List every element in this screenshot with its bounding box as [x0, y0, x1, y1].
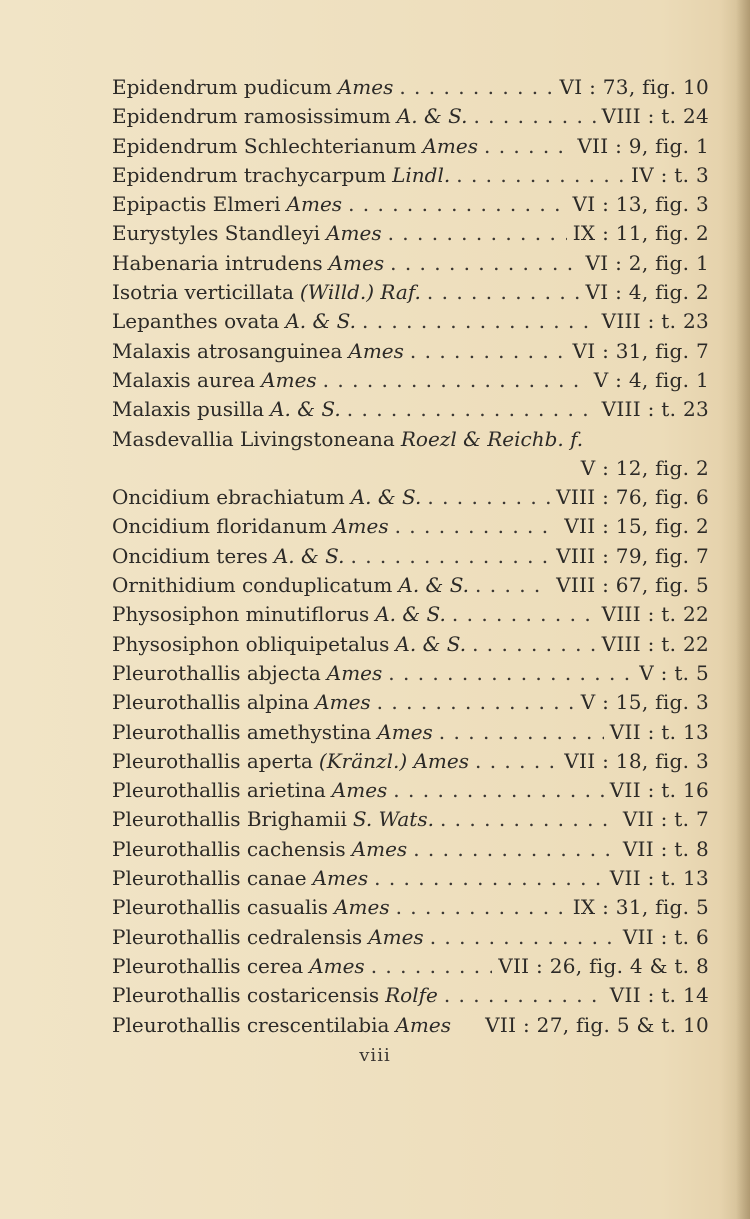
index-entry: [112, 102, 709, 131]
reference: VIII : 79, fig. 7: [556, 543, 709, 568]
leader-dots: [350, 542, 550, 571]
species-name: Malaxis atrosanguinea: [112, 338, 343, 363]
species-name: Malaxis aurea: [112, 367, 256, 392]
authority: Ames: [331, 778, 388, 803]
authority: (Kränzl.) Ames: [318, 748, 469, 773]
authority: A. & S.: [350, 485, 422, 510]
reference: VII : t. 13: [609, 719, 709, 744]
leader-dots: [444, 981, 604, 1010]
index-entry: [112, 512, 709, 541]
authority: Lindl.: [392, 162, 451, 187]
reference: V : 12, fig. 2: [580, 455, 709, 480]
species-name: Pleurothallis crescentilabia: [112, 1012, 390, 1037]
species-name: Pleurothallis Brighamii: [112, 807, 347, 832]
reference: V : 15, fig. 3: [580, 690, 709, 715]
index-entry: [112, 718, 709, 747]
index-entry: [112, 542, 709, 571]
index-entry: [112, 805, 709, 834]
reference: VI : 4, fig. 2: [585, 280, 709, 305]
leader-dots: [410, 337, 567, 366]
index-entry: [112, 893, 709, 922]
leader-dots: [484, 132, 571, 161]
leader-dots: [475, 571, 550, 600]
index-entry: [112, 1011, 709, 1040]
species-name: Masdevallia Livingstoneana: [112, 426, 395, 451]
authority: A. & S.: [285, 309, 356, 334]
reference: VI : 73, fig. 10: [559, 75, 709, 99]
reference: VII : t. 14: [609, 983, 709, 1008]
reference: VIII : t. 23: [601, 397, 709, 422]
reference: VIII : t. 22: [601, 631, 709, 656]
index-entry: [112, 249, 709, 278]
species-name: Habenaria intrudens: [112, 250, 323, 275]
leader-dots: [347, 395, 596, 424]
leader-dots: [393, 776, 604, 805]
reference: V : t. 5: [639, 660, 709, 685]
authority: A. & S.: [395, 631, 467, 656]
species-name: Oncidium ebrachiatum: [112, 485, 345, 510]
reference: VI : 13, fig. 3: [572, 192, 709, 217]
authority: Roezl & Reichb. f.: [400, 426, 584, 451]
authority: A. & S.: [396, 104, 468, 129]
leader-dots: [362, 307, 596, 336]
index-entry: [112, 571, 709, 600]
leader-dots: [452, 600, 596, 629]
leader-dots: [388, 659, 633, 688]
leader-dots: [456, 161, 625, 190]
reference: VII : 27, fig. 5 & t. 10: [485, 1012, 709, 1037]
species-name: Pleurothallis cedralensis: [112, 924, 363, 949]
reference: VII : t. 7: [622, 807, 709, 832]
authority: Ames: [348, 338, 404, 363]
species-name: Pleurothallis casualis: [112, 895, 329, 920]
authority: Ames: [312, 866, 369, 891]
leader-dots: [427, 483, 550, 512]
authority: Ames: [334, 895, 390, 920]
index-entry: [112, 366, 709, 395]
index-entry: [112, 600, 709, 629]
authority: A. & S.: [398, 573, 470, 598]
authority: Ames: [315, 690, 371, 715]
authority: Ames: [337, 75, 394, 99]
index-entry: [112, 132, 709, 161]
species-name: Epipactis Elmeri: [112, 192, 281, 217]
authority: Rolfe: [385, 983, 438, 1008]
reference: VII : t. 8: [622, 836, 709, 861]
authority: Ames: [326, 221, 382, 246]
reference: VIII : t. 22: [601, 602, 709, 627]
species-name: Oncidium teres: [112, 543, 268, 568]
leader-dots: [430, 923, 617, 952]
leader-dots: [413, 835, 617, 864]
index-entry: [112, 307, 709, 336]
authority: Ames: [326, 660, 383, 685]
leader-dots: [395, 512, 559, 541]
index-entry: [112, 425, 709, 454]
authority: A. & S.: [273, 543, 345, 568]
species-name: Epidendrum ramosissimum: [112, 104, 391, 129]
species-name: Physosiphon minutiflorus: [112, 602, 370, 627]
species-name: Pleurothallis amethystina: [112, 719, 372, 744]
leader-dots: [399, 73, 553, 102]
reference: VII : 26, fig. 4 & t. 8: [498, 953, 709, 978]
reference: IV : t. 3: [631, 162, 709, 187]
authority: Ames: [351, 836, 408, 861]
index-entry: [112, 219, 709, 248]
species-name: Epidendrum Schlechterianum: [112, 133, 417, 158]
reference: IX : 31, fig. 5: [572, 895, 709, 920]
species-name: Pleurothallis cachensis: [112, 836, 346, 861]
index-entry: [112, 776, 709, 805]
leader-dots: [388, 219, 567, 248]
authority: (Willd.) Raf.: [299, 280, 421, 305]
index-entry-continuation: [112, 454, 709, 483]
species-name: Pleurothallis costaricensis: [112, 983, 380, 1008]
authority: Ames: [286, 192, 343, 217]
leader-dots: [377, 688, 575, 717]
index-entry: [112, 981, 709, 1010]
reference: VII : t. 6: [622, 924, 709, 949]
authority: Ames: [333, 514, 389, 539]
reference: VIII : t. 24: [601, 104, 709, 129]
index-entry: [112, 278, 709, 307]
reference: VII : t. 13: [609, 866, 709, 891]
species-name: Malaxis pusilla: [112, 397, 265, 422]
authority: Ames: [261, 367, 317, 392]
reference: VI : 31, fig. 7: [572, 338, 709, 363]
species-index-list: [112, 73, 709, 1040]
authority: Ames: [422, 133, 478, 158]
leader-dots: [473, 102, 595, 131]
leader-dots: [348, 190, 566, 219]
species-name: Ornithidium conduplicatum: [112, 573, 393, 598]
reference: VII : 9, fig. 1: [577, 133, 709, 158]
index-entry: [112, 190, 709, 219]
species-name: Isotria verticillata: [112, 280, 294, 305]
species-name: Eurystyles Standleyi: [112, 221, 321, 246]
reference: VII : t. 16: [609, 778, 709, 803]
leader-dots: [390, 249, 579, 278]
species-name: Epidendrum pudicum: [112, 75, 332, 99]
leader-dots: [439, 718, 604, 747]
species-name: Pleurothallis alpina: [112, 690, 310, 715]
leader-dots: [374, 864, 604, 893]
authority: Ames: [368, 924, 424, 949]
index-entry: [112, 864, 709, 893]
index-entry: [112, 747, 709, 776]
authority: A. & S.: [375, 602, 446, 627]
species-name: Epidendrum trachycarpum: [112, 162, 387, 187]
species-name: Pleurothallis cerea: [112, 953, 304, 978]
species-name: Pleurothallis arietina: [112, 778, 326, 803]
reference: VIII : t. 23: [601, 309, 709, 334]
authority: S. Wats.: [352, 807, 434, 832]
reference: VI : 2, fig. 1: [585, 250, 709, 275]
index-entry: [112, 337, 709, 366]
leader-dots: [427, 278, 580, 307]
reference: VII : 15, fig. 2: [564, 514, 709, 539]
leader-dots: [396, 893, 567, 922]
authority: Ames: [309, 953, 365, 978]
reference: VIII : 67, fig. 5: [556, 573, 709, 598]
reference: V : 4, fig. 1: [593, 367, 709, 392]
species-name: Physosiphon obliquipetalus: [112, 631, 390, 656]
index-entry: [112, 73, 709, 102]
index-entry: [112, 659, 709, 688]
leader-dots: [371, 952, 493, 981]
species-name: Pleurothallis abjecta: [112, 660, 321, 685]
leader-dots: [440, 805, 617, 834]
index-entry: [112, 630, 709, 659]
species-name: Pleurothallis aperta: [112, 748, 313, 773]
index-entry: [112, 483, 709, 512]
authority: Ames: [377, 719, 433, 744]
reference: VII : 18, fig. 3: [564, 748, 709, 773]
species-name: Pleurothallis canae: [112, 866, 307, 891]
species-name: Oncidium floridanum: [112, 514, 328, 539]
index-entry: [112, 835, 709, 864]
reference: IX : 11, fig. 2: [572, 221, 709, 246]
index-entry: [112, 952, 709, 981]
reference: VIII : 76, fig. 6: [556, 485, 709, 510]
leader-dots: [323, 366, 588, 395]
index-entry: [112, 923, 709, 952]
authority: A. & S.: [270, 397, 341, 422]
index-entry: [112, 161, 709, 190]
species-name: Lepanthes ovata: [112, 309, 280, 334]
authority: Ames: [328, 250, 385, 275]
leader-dots: [472, 630, 596, 659]
authority: Ames: [395, 1012, 451, 1037]
leader-dots: [475, 747, 558, 776]
index-entry: [112, 688, 709, 717]
page-number: viii: [359, 1045, 391, 1066]
index-entry: [112, 395, 709, 424]
